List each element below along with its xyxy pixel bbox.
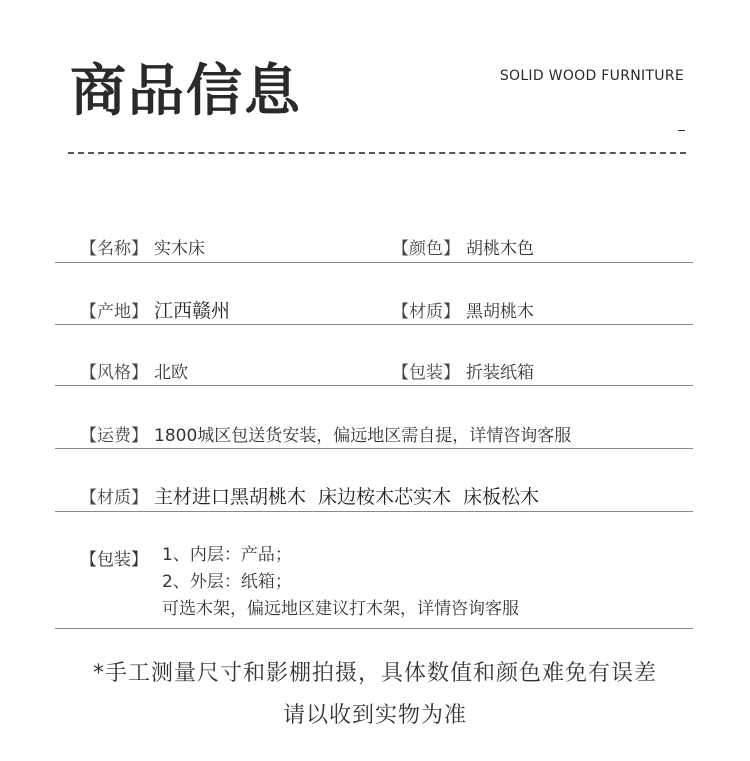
spec-shipping (80, 421, 571, 446)
spec-material-detail-value: 主材进口黑胡桃木 床边桉木芯实木 床板松木 (154, 486, 540, 508)
spec-origin-value: 江西赣州 (154, 300, 231, 322)
disclaimer-line-2: 请以收到实物为准 (282, 703, 467, 728)
small-dash (678, 130, 685, 131)
spec-style-label: 【风格】 (80, 363, 148, 383)
spec-color-value: 胡桃木色 (466, 239, 534, 259)
spec-name-label: 【名称】 (80, 239, 148, 259)
packaging-detail-lines (162, 542, 519, 623)
spec-style-value: 北欧 (154, 363, 188, 383)
spec-origin-label: 【产地】 (80, 302, 148, 322)
spec-name-value: 实木床 (154, 239, 205, 259)
disclaimer-line-1: *手工测量尺寸和影棚拍摄，具体数值和颜色难免有误差 (92, 661, 657, 686)
spec-name (80, 234, 205, 259)
spec-material-detail (80, 482, 539, 509)
spec-color-label: 【颜色】 (392, 239, 460, 259)
spec-material (392, 297, 534, 322)
dashed-divider (68, 152, 686, 154)
row-divider (55, 448, 693, 449)
page-subtitle: SOLID WOOD FURNITURE (499, 68, 684, 84)
spec-shipping-label: 【运费】 (80, 426, 148, 446)
packaging-line: 1、内层：产品； (162, 545, 292, 565)
packaging-line: 可选木架，偏远地区建议打木架，详情咨询客服 (162, 599, 519, 619)
row-divider (55, 385, 693, 386)
spec-material-value: 黑胡桃木 (466, 302, 534, 322)
spec-shipping-value: 1800城区包送货安装，偏远地区需自提，详情咨询客服 (154, 426, 572, 446)
row-divider (55, 324, 693, 325)
row-divider (55, 262, 693, 263)
spec-packaging-value: 折装纸箱 (466, 363, 534, 383)
row-divider (55, 511, 693, 512)
spec-packaging-detail-label: 【包装】 (80, 550, 148, 570)
spec-material-label: 【材质】 (392, 302, 460, 322)
spec-packaging-label: 【包装】 (392, 363, 460, 383)
page-title: 商品信息 (70, 59, 302, 124)
row-divider (55, 628, 693, 629)
packaging-line: 2、外层：纸箱； (162, 572, 292, 592)
spec-packaging (392, 358, 534, 383)
spec-material-detail-label: 【材质】 (80, 488, 148, 508)
spec-style (80, 358, 188, 383)
spec-color (392, 234, 534, 259)
spec-origin (80, 296, 230, 323)
